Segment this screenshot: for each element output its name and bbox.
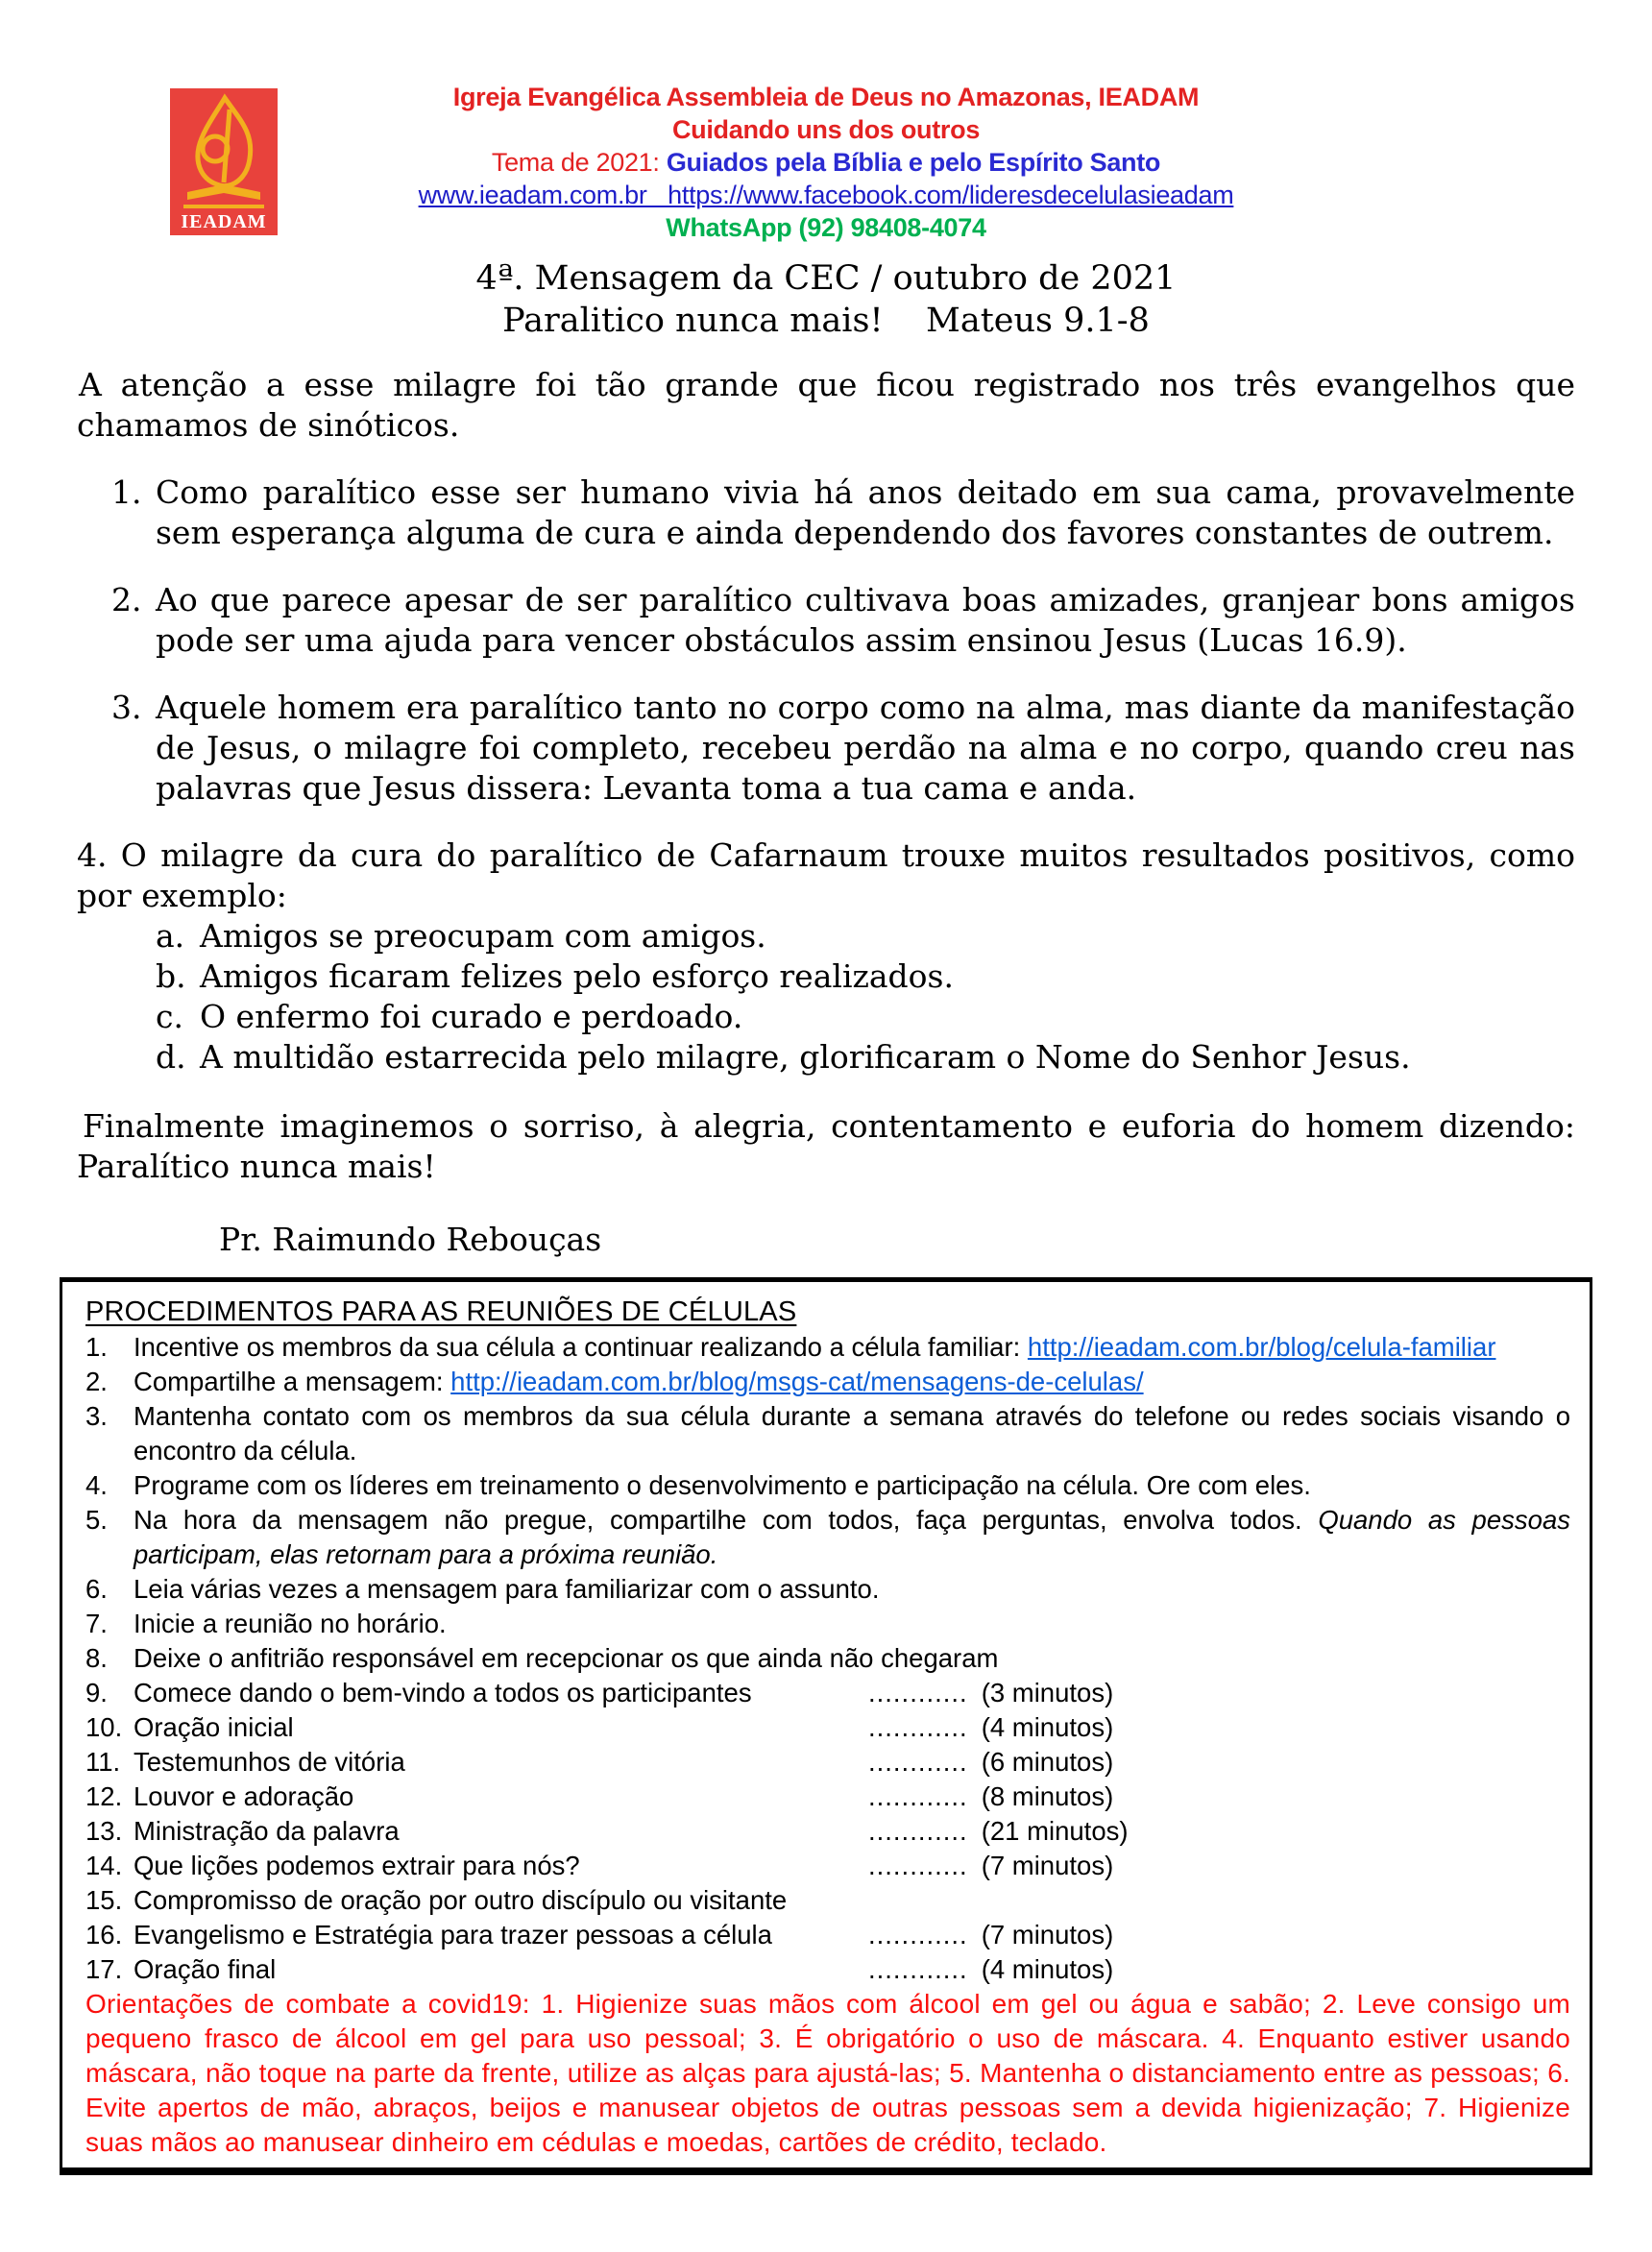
- procedure-text: [134, 1641, 1570, 1676]
- procedure-duration: (7 minutos): [981, 1920, 1114, 1949]
- procedure-item: [85, 1883, 1570, 1918]
- procedure-text: [134, 1503, 1570, 1572]
- dotted-leader: ............: [868, 1747, 968, 1777]
- church-name: Igreja Evangélica Assembleia de Deus no Amazonas, IEADAM: [452, 83, 1200, 111]
- theme-prefix: Tema de 2021:: [491, 148, 667, 177]
- procedure-item: [85, 1330, 1570, 1365]
- theme-text: Guiados pela Bíblia e pelo Espírito Santo: [666, 148, 1161, 177]
- message-body: [77, 257, 1575, 1260]
- procedure-duration: (3 minutos): [981, 1678, 1114, 1707]
- procedure-text: [134, 1330, 1570, 1365]
- procedure-label: Que lições podemos extrair para nós?: [134, 1851, 580, 1880]
- procedure-number: 12.: [85, 1781, 123, 1811]
- message-list-item: [77, 472, 1575, 553]
- ieadam-logo-graphic: [170, 88, 278, 235]
- intro-paragraph: A atenção a esse milagre foi tão grande que ficou registrado nos três evangelhos que chamamos de sinóticos.: [77, 366, 1575, 444]
- procedure-number: 2.: [85, 1367, 108, 1396]
- procedure-number: 1.: [85, 1332, 108, 1362]
- procedure-label: Oração final: [134, 1954, 277, 1984]
- procedure-text-main: Inicie a reunião no horário.: [134, 1609, 447, 1638]
- procedure-item: [85, 1641, 1570, 1676]
- logo-wordmark: IEADAM: [181, 211, 267, 232]
- procedure-text: [134, 1572, 1570, 1607]
- procedure-label: Oração inicial: [134, 1712, 294, 1742]
- procedure-text-main: Compromisso de oração por outro discípulo ou visitante: [134, 1885, 788, 1915]
- procedure-duration: (8 minutos): [981, 1781, 1114, 1811]
- website-facebook-link[interactable]: www.ieadam.com.br https://www.facebook.com/lideresdecelulasieadam: [418, 181, 1234, 209]
- procedure-number: 9.: [85, 1678, 108, 1707]
- whatsapp-line: WhatsApp (92) 98408-4074: [666, 213, 986, 242]
- procedure-text: [134, 1883, 1570, 1918]
- church-motto: Cuidando uns dos outros: [671, 115, 981, 144]
- ieadam-logo: [170, 88, 278, 235]
- list-item-number: 2.: [111, 581, 142, 618]
- subitem-text: Amigos ficaram felizes pelo esforço realizados.: [200, 957, 954, 995]
- procedure-item: [85, 1849, 1570, 1883]
- message-subitem: [77, 956, 1575, 997]
- procedure-label: Evangelismo e Estratégia para trazer pessoas a célula: [134, 1920, 772, 1949]
- procedure-label: Ministração da palavra: [134, 1816, 400, 1846]
- subitem-text: Amigos se preocupam com amigos.: [200, 917, 766, 955]
- item4-paragraph: 4. O milagre da cura do paralítico de Cafarnaum trouxe muitos resultados positivos, como por exemplo:: [77, 836, 1575, 914]
- procedure-duration: (6 minutos): [981, 1747, 1114, 1777]
- procedures-box: [60, 1277, 1592, 2175]
- page-title: 4ª. Mensagem da CEC / outubro de 2021: [475, 259, 1177, 298]
- subitem-letter: b.: [156, 957, 186, 995]
- procedure-item: [85, 1503, 1570, 1572]
- procedure-duration: (21 minutos): [981, 1816, 1129, 1846]
- procedures-title: PROCEDIMENTOS PARA AS REUNIÕES DE CÉLULAS: [85, 1296, 797, 1327]
- procedure-item: [85, 1745, 1570, 1780]
- list-item-text: Como paralítico esse ser humano vivia há anos deitado em sua cama, provavelmente sem esperança alguma de cura e ainda dependendo dos favores constantes de outrem.: [156, 473, 1575, 551]
- procedure-link[interactable]: http://ieadam.com.br/blog/celula-familiar: [1027, 1332, 1496, 1362]
- message-list-item: [77, 580, 1575, 661]
- document-header: [77, 81, 1575, 244]
- subitem-letter: c.: [156, 998, 183, 1035]
- dotted-leader: ............: [868, 1816, 968, 1846]
- procedure-item: [85, 1468, 1570, 1503]
- procedure-duration: (4 minutos): [981, 1954, 1114, 1984]
- procedure-item: [85, 1918, 1570, 1952]
- procedure-item: [85, 1676, 1570, 1710]
- procedure-text: [134, 1607, 1570, 1641]
- list-item-text: Aquele homem era paralítico tanto no corpo como na alma, mas diante da manifestação de Jesus, o milagre foi completo, recebeu perdão na alma e no corpo, quando creu nas palavras que Jesus dissera: Levanta toma a tua cama e anda.: [156, 689, 1575, 807]
- procedure-link[interactable]: http://ieadam.com.br/blog/msgs-cat/mensagens-de-celulas/: [450, 1367, 1144, 1396]
- subitem-text: O enfermo foi curado e perdoado.: [200, 998, 743, 1035]
- subitem-text: A multidão estarrecida pelo milagre, glorificaram o Nome do Senhor Jesus.: [200, 1038, 1411, 1076]
- list-item-number: 3.: [111, 689, 142, 726]
- procedure-label: Comece dando o bem-vindo a todos os participantes: [134, 1678, 752, 1707]
- procedure-number: 3.: [85, 1401, 108, 1431]
- dotted-leader: ............: [868, 1712, 968, 1742]
- procedure-text-main: Programe com os líderes em treinamento o desenvolvimento e participação na célula. Ore com eles.: [134, 1470, 1311, 1500]
- covid-guidelines: Orientações de combate a covid19: 1. Higienize suas mãos com álcool em gel ou água e sabão; 2. Leve consigo um pequeno frasco de álcool em gel para uso pessoal; 3. É obrigatório o uso de máscara. 4. Enquanto estiver usando máscara, não toque na parte da frente, utilize as alças para ajustá-las; 5. Mantenha o distanciamento entre as pessoas; 6. Evite apertos de mão, abraços, beijos e manusear objetos de outras pessoas sem a devida higienização; 7. Higienize suas mãos ao manusear dinheiro em cédulas e moedas, cartões de crédito, teclado.: [85, 1989, 1570, 2157]
- procedure-text-main: Incentive os membros da sua célula a continuar realizando a célula familiar:: [134, 1332, 1028, 1362]
- procedure-text-italic: Quando as pessoas participam, elas retornam para a próxima reunião.: [134, 1505, 1570, 1569]
- procedure-number: 14.: [85, 1851, 123, 1880]
- dotted-leader: ............: [868, 1920, 968, 1949]
- procedure-number: 17.: [85, 1954, 123, 1984]
- procedure-item: [85, 1607, 1570, 1641]
- links-line: [77, 179, 1575, 211]
- procedure-duration: (7 minutos): [981, 1851, 1114, 1880]
- procedure-text: [134, 1399, 1570, 1468]
- message-subitem: [77, 997, 1575, 1037]
- procedure-text-main: Leia várias vezes a mensagem para familiarizar com o assunto.: [134, 1574, 880, 1604]
- message-numbered-list: [77, 472, 1575, 809]
- author-signature: Pr. Raimundo Rebouças: [219, 1221, 602, 1258]
- procedure-number: 8.: [85, 1643, 108, 1673]
- procedure-number: 6.: [85, 1574, 108, 1604]
- procedure-text-main: Na hora da mensagem não pregue, compartilhe com todos, faça perguntas, envolva todos.: [134, 1505, 1319, 1535]
- dotted-leader: ............: [868, 1781, 968, 1811]
- procedures-list: [85, 1330, 1570, 1987]
- message-subitem: [77, 916, 1575, 956]
- dotted-leader: ............: [868, 1851, 968, 1880]
- procedure-text: [134, 1365, 1570, 1399]
- procedure-number: 16.: [85, 1920, 123, 1949]
- procedure-number: 13.: [85, 1816, 123, 1846]
- dotted-leader: ............: [868, 1954, 968, 1984]
- list-item-number: 1.: [111, 473, 142, 511]
- procedure-number: 7.: [85, 1609, 108, 1638]
- procedure-number: 5.: [85, 1505, 108, 1535]
- procedure-number: 15.: [85, 1885, 123, 1915]
- procedure-item: [85, 1952, 1570, 1987]
- procedure-text-main: Deixe o anfitrião responsável em recepcionar os que ainda não chegaram: [134, 1643, 999, 1673]
- message-subitem: [77, 1037, 1575, 1078]
- theme-line: [77, 146, 1575, 179]
- procedure-number: 4.: [85, 1470, 108, 1500]
- list-item-text: Ao que parece apesar de ser paralítico cultivava boas amizades, granjear bons amigos pode ser uma ajuda para vencer obstáculos assim ensinou Jesus (Lucas 16.9).: [156, 581, 1575, 659]
- subitem-letter: a.: [156, 917, 185, 955]
- dotted-leader: ............: [868, 1678, 968, 1707]
- closing-paragraph: Finalmente imaginemos o sorriso, à alegria, contentamento e euforia do homem dizendo: Paralítico nunca mais!: [77, 1107, 1575, 1185]
- procedure-label: Louvor e adoração: [134, 1781, 354, 1811]
- procedure-duration: (4 minutos): [981, 1712, 1114, 1742]
- procedure-item: [85, 1814, 1570, 1849]
- procedure-item: [85, 1780, 1570, 1814]
- procedure-item: [85, 1399, 1570, 1468]
- message-subtitle: Paralitico nunca mais! Mateus 9.1-8: [502, 302, 1150, 340]
- procedure-text-main: Compartilhe a mensagem:: [134, 1367, 451, 1396]
- procedure-label: Testemunhos de vitória: [134, 1747, 405, 1777]
- procedure-item: [85, 1365, 1570, 1399]
- procedure-text: [134, 1468, 1570, 1503]
- procedure-item: [85, 1710, 1570, 1745]
- procedure-number: 11.: [85, 1747, 121, 1777]
- procedure-item: [85, 1572, 1570, 1607]
- message-list-item: [77, 688, 1575, 809]
- subitem-letter: d.: [156, 1038, 186, 1076]
- message-letter-list: [77, 916, 1575, 1078]
- procedure-text-main: Mantenha contato com os membros da sua célula durante a semana através do telefone ou redes sociais visando o encontro da célula.: [134, 1401, 1570, 1465]
- procedure-number: 10.: [85, 1712, 123, 1742]
